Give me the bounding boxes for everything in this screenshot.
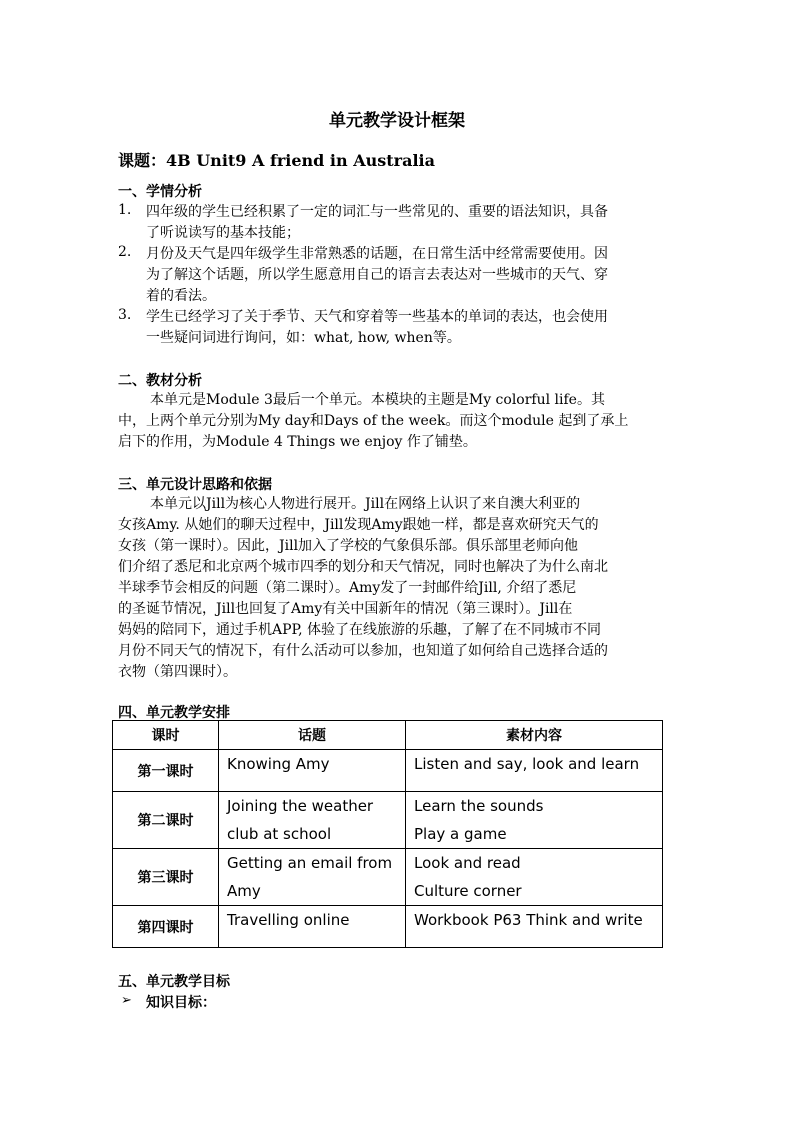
paragraph-line: 女孩Amy. 从她们的聊天过程中，Jill发现Amy跟她一样，都是喜欢研究天气的 — [118, 517, 599, 533]
material-line: Look and read — [414, 854, 521, 872]
paragraph-line: 本单元是Module 3最后一个单元。本模块的主题是My colorful life。其 — [150, 392, 605, 408]
paragraph-line: 启下的作用，为Module 4 Things we enjoy 作了铺垫。 — [118, 434, 477, 450]
table-row — [113, 906, 663, 948]
material-line: Culture corner — [414, 882, 522, 900]
subheading-knowledge-goals: 知识目标： — [146, 995, 216, 1011]
topic-line: Getting an email from — [227, 854, 393, 872]
paragraph-line: 中，上两个单元分别为My day和Days of the week。而这个module 起到了承上 — [118, 413, 629, 429]
table-row — [113, 750, 663, 792]
list-number: 2. — [118, 244, 132, 260]
section-heading-teaching-goals: 五、单元教学目标 — [118, 974, 230, 990]
period-cell: 第二课时 — [113, 792, 219, 849]
column-header-material: 素材内容 — [406, 721, 663, 750]
list-item-line: 了听说读写的基本技能； — [146, 225, 300, 241]
material-cell — [406, 906, 663, 948]
paragraph-line: 的圣诞节情况，Jill也回复了Amy有关中国新年的情况（第三课时）。Jill在 — [118, 601, 573, 617]
section-heading-material-analysis: 二、教材分析 — [118, 373, 202, 389]
list-number: 3. — [118, 307, 132, 323]
topic-line: Amy — [227, 882, 261, 900]
table-header-row — [113, 721, 663, 750]
table-row — [113, 792, 663, 849]
schedule-table — [112, 720, 663, 948]
topic-line: club at school — [227, 825, 332, 843]
topic-cell — [219, 906, 406, 948]
topic-line: Knowing Amy — [227, 755, 330, 773]
paragraph-line: 半球季节会相反的问题（第二课时）。Amy发了一封邮件给Jill, 介绍了悉尼 — [118, 580, 577, 596]
material-line: Listen and say, look and learn — [414, 755, 640, 773]
topic-cell — [219, 792, 406, 849]
material-line: Workbook P63 Think and write — [414, 911, 643, 929]
column-header-topic: 话题 — [219, 721, 406, 750]
paragraph-material-analysis — [118, 390, 674, 453]
list-number: 1. — [118, 202, 132, 218]
list-item-line: 一些疑问词进行询问，如：what, how, when等。 — [146, 330, 461, 346]
topic-line: Joining the weather — [227, 797, 374, 815]
list-item-line: 月份及天气是四年级学生非常熟悉的话题，在日常生活中经常需要使用。因 — [146, 246, 608, 262]
document-title: 单元教学设计框架 — [329, 111, 465, 131]
list-item-line: 着的看法。 — [146, 288, 216, 304]
material-cell — [406, 849, 663, 906]
list-item-line: 为了解这个话题，所以学生愿意用自己的语言去表达对一些城市的天气、穿 — [146, 267, 608, 283]
period-cell: 第一课时 — [113, 750, 219, 792]
paragraph-line: 女孩（第一课时）。因此，Jill加入了学校的气象俱乐部。俱乐部里老师向他 — [118, 538, 579, 554]
material-line: Play a game — [414, 825, 507, 843]
topic-cell — [219, 750, 406, 792]
list-item — [146, 307, 678, 349]
paragraph-line: 月份不同天气的情况下，有什么活动可以参加，也知道了如何给自己选择合适的 — [118, 643, 608, 659]
list-item — [146, 244, 678, 307]
section-heading-design-rationale: 三、单元设计思路和依据 — [118, 477, 272, 493]
paragraph-line: 本单元以Jill为核心人物进行展开。Jill在网络上认识了来自澳大利亚的 — [150, 496, 581, 512]
lesson-title: 课题：4B Unit9 A friend in Australia — [118, 151, 435, 170]
material-cell — [406, 792, 663, 849]
arrow-bullet-icon: ➢ — [121, 993, 132, 1008]
topic-cell — [219, 849, 406, 906]
paragraph-line: 妈妈的陪同下，通过手机APP, 体验了在线旅游的乐趣，了解了在不同城市不同 — [118, 622, 602, 638]
period-cell: 第三课时 — [113, 849, 219, 906]
period-cell: 第四课时 — [113, 906, 219, 948]
paragraph-design-rationale — [118, 494, 674, 683]
topic-line: Travelling online — [227, 911, 350, 929]
section-heading-teaching-schedule: 四、单元教学安排 — [118, 705, 230, 721]
section-heading-learner-analysis: 一、学情分析 — [118, 184, 202, 200]
list-item — [146, 202, 678, 244]
paragraph-line: 们介绍了悉尼和北京两个城市四季的划分和天气情况，同时也解决了为什么南北 — [118, 559, 608, 575]
paragraph-line: 衣物（第四课时）。 — [118, 664, 237, 680]
column-header-period: 课时 — [113, 721, 219, 750]
table-row — [113, 849, 663, 906]
material-line: Learn the sounds — [414, 797, 544, 815]
material-cell — [406, 750, 663, 792]
list-item-line: 四年级的学生已经积累了一定的词汇与一些常见的、重要的语法知识，具备 — [146, 204, 608, 220]
list-item-line: 学生已经学习了关于季节、天气和穿着等一些基本的单词的表达，也会使用 — [146, 309, 608, 325]
